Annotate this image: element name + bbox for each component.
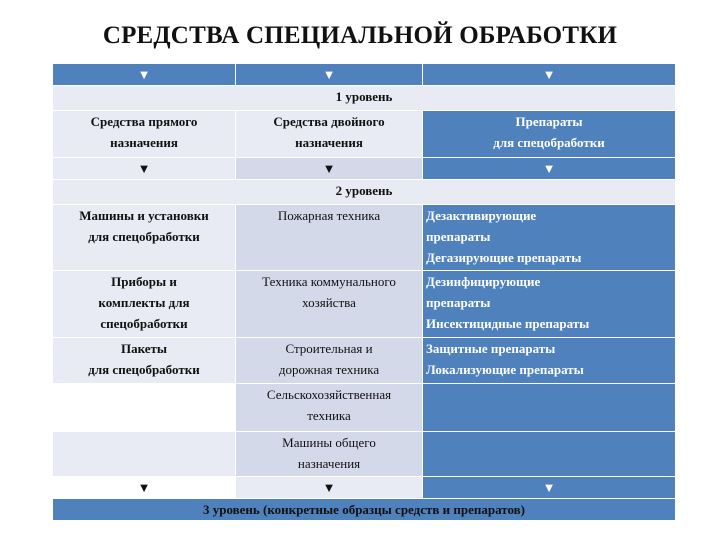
level2-label: 2 уровень (53, 180, 676, 205)
level2-r4-col2: Сельскохозяйственная техника (236, 384, 423, 432)
level3-label: 3 уровень (конкретные образцы средств и препаратов) (53, 499, 676, 521)
level2-r3-col2: Строительная и дорожная техника (236, 338, 423, 384)
page-title: СРЕДСТВА СПЕЦИАЛЬНОЙ ОБРАБОТКИ (102, 22, 618, 49)
level2-row (53, 338, 676, 384)
top-arrow-row (53, 64, 676, 86)
level2-r5-col1 (53, 432, 236, 477)
arrow-down-icon: ▼ (423, 64, 676, 86)
level2-r5-col3 (423, 432, 676, 477)
classification-table (52, 63, 676, 521)
arrow-down-icon: ▼ (423, 477, 676, 499)
level2-r1-col2: Пожарная техника (236, 205, 423, 271)
arrow-down-icon: ▼ (423, 158, 676, 180)
level3-row (53, 499, 676, 521)
level2-row (53, 205, 676, 271)
level2-r2-col2: Техника коммунального хозяйства (236, 271, 423, 338)
arrow-down-icon: ▼ (236, 64, 423, 86)
level1-col1: Средства прямого назначения (53, 111, 236, 158)
mid-arrow-row (53, 158, 676, 180)
level2-r1-col3: Дезактивирующие препараты Дегазирующие препараты (423, 205, 676, 271)
level2-r4-col1 (53, 384, 236, 432)
level2-row (53, 384, 676, 432)
level2-r3-col1: Пакеты для спецобработки (53, 338, 236, 384)
level2-row (53, 271, 676, 338)
arrow-down-icon: ▼ (53, 158, 236, 180)
level2-r4-col3 (423, 384, 676, 432)
arrow-down-icon: ▼ (53, 477, 236, 499)
level2-r5-col2: Машины общего назначения (236, 432, 423, 477)
level2-row (53, 432, 676, 477)
level1-header-row (53, 86, 676, 111)
level2-r2-col1: Приборы и комплекты для спецобработки (53, 271, 236, 338)
level2-r2-col3: Дезинфицирующие препараты Инсектицидные препараты (423, 271, 676, 338)
level2-r1-col1: Машины и установки для спецобработки (53, 205, 236, 271)
arrow-down-icon: ▼ (236, 477, 423, 499)
level2-r3-col3: Защитные препараты Локализующие препараты (423, 338, 676, 384)
level2-header-row (53, 180, 676, 205)
bottom-arrow-row (53, 477, 676, 499)
level1-col3: Препараты для спецобработки (423, 111, 676, 158)
level1-col2: Средства двойного назначения (236, 111, 423, 158)
arrow-down-icon: ▼ (236, 158, 423, 180)
level1-row (53, 111, 676, 158)
level1-label: 1 уровень (53, 86, 676, 111)
arrow-down-icon: ▼ (53, 64, 236, 86)
